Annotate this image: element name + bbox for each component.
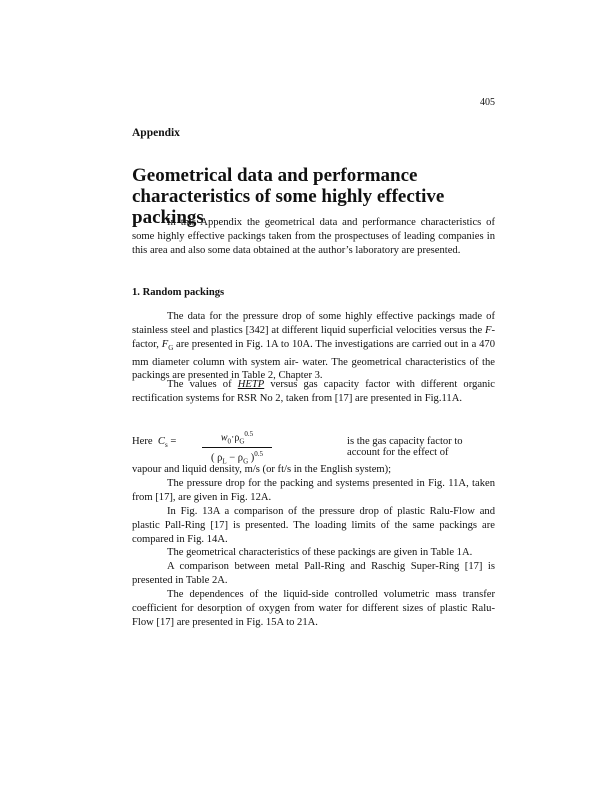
section-heading: 1. Random packings (132, 287, 225, 298)
paragraph-mass-transfer: The dependences of the liquid-side controlled volumetric mass transfer coefficient for desorption of oxygen from water for different sizes of plastic Ralu-Flow [17] are presented in Fig. 15A to 21A. (132, 589, 495, 628)
paragraph-vapour-density: vapour and liquid density, m/s (or ft/s in the English system); (132, 464, 392, 475)
formula-numerator: $w_0\cdot\rho_G^{0.5}$ (202, 428, 272, 448)
formula-denominator: ( $\rho_L - \rho_G$ )$^{0.5}$ (210, 450, 263, 466)
appendix-label: Appendix (132, 127, 180, 139)
paragraph-hetp: The values of HETP versus gas capacity factor with different organic rectification systems for RSR No 2, taken from [17] are presented in Fig.11A. (132, 379, 495, 404)
paragraph-pressure-drop-fig12: The pressure drop for the packing and systems presented in Fig. 11A, taken from [17], are given in Fig. 12A. (132, 478, 495, 503)
gas-capacity-formula: Here $C_s$ = $\frac{w_0\cdot\rho_G^{0.5}}{( \rho_L - \rho_G )^{0.5}}$ is the gas capacity factor to account for the effect of (132, 428, 495, 456)
intro-paragraph: In this Appendix the geometrical data and performance characteristics of some highly effective packings taken from the prospectuses of leading companies in this area and also some data obtained at the author’s laboratory are presented. (132, 217, 495, 256)
page-number: 405 (480, 97, 495, 108)
paragraph-pressure-drop: The data for the pressure drop of some highly effective packings made of stainless steel and plastics [342] at different liquid superficial velocities versus the F-factor, $F_G$ are presented in Fig. 1A to 10A. The investigations are carried out in a 470 mm diameter column with system air- water. The geometrical characteristics of the packings are presented in Table 2, Chapter 3. (132, 311, 495, 382)
page-title: Geometrical data and performance characteristics of some highly effective packings (132, 165, 445, 228)
paragraph-pall-ring-comparison: A comparison between metal Pall-Ring and Raschig Super-Ring [17] is presented in Table 2A. (132, 561, 495, 586)
paragraph-geometrical-table: The geometrical characteristics of these packings are given in Table 1A. (167, 547, 473, 558)
paragraph-ralu-flow-comparison: In Fig. 13A a comparison of the pressure drop of plastic Ralu-Flow and plastic Pall-Ring [17] is presented. The loading limits of the same packings are compared in Fig. 14A. (132, 506, 495, 545)
